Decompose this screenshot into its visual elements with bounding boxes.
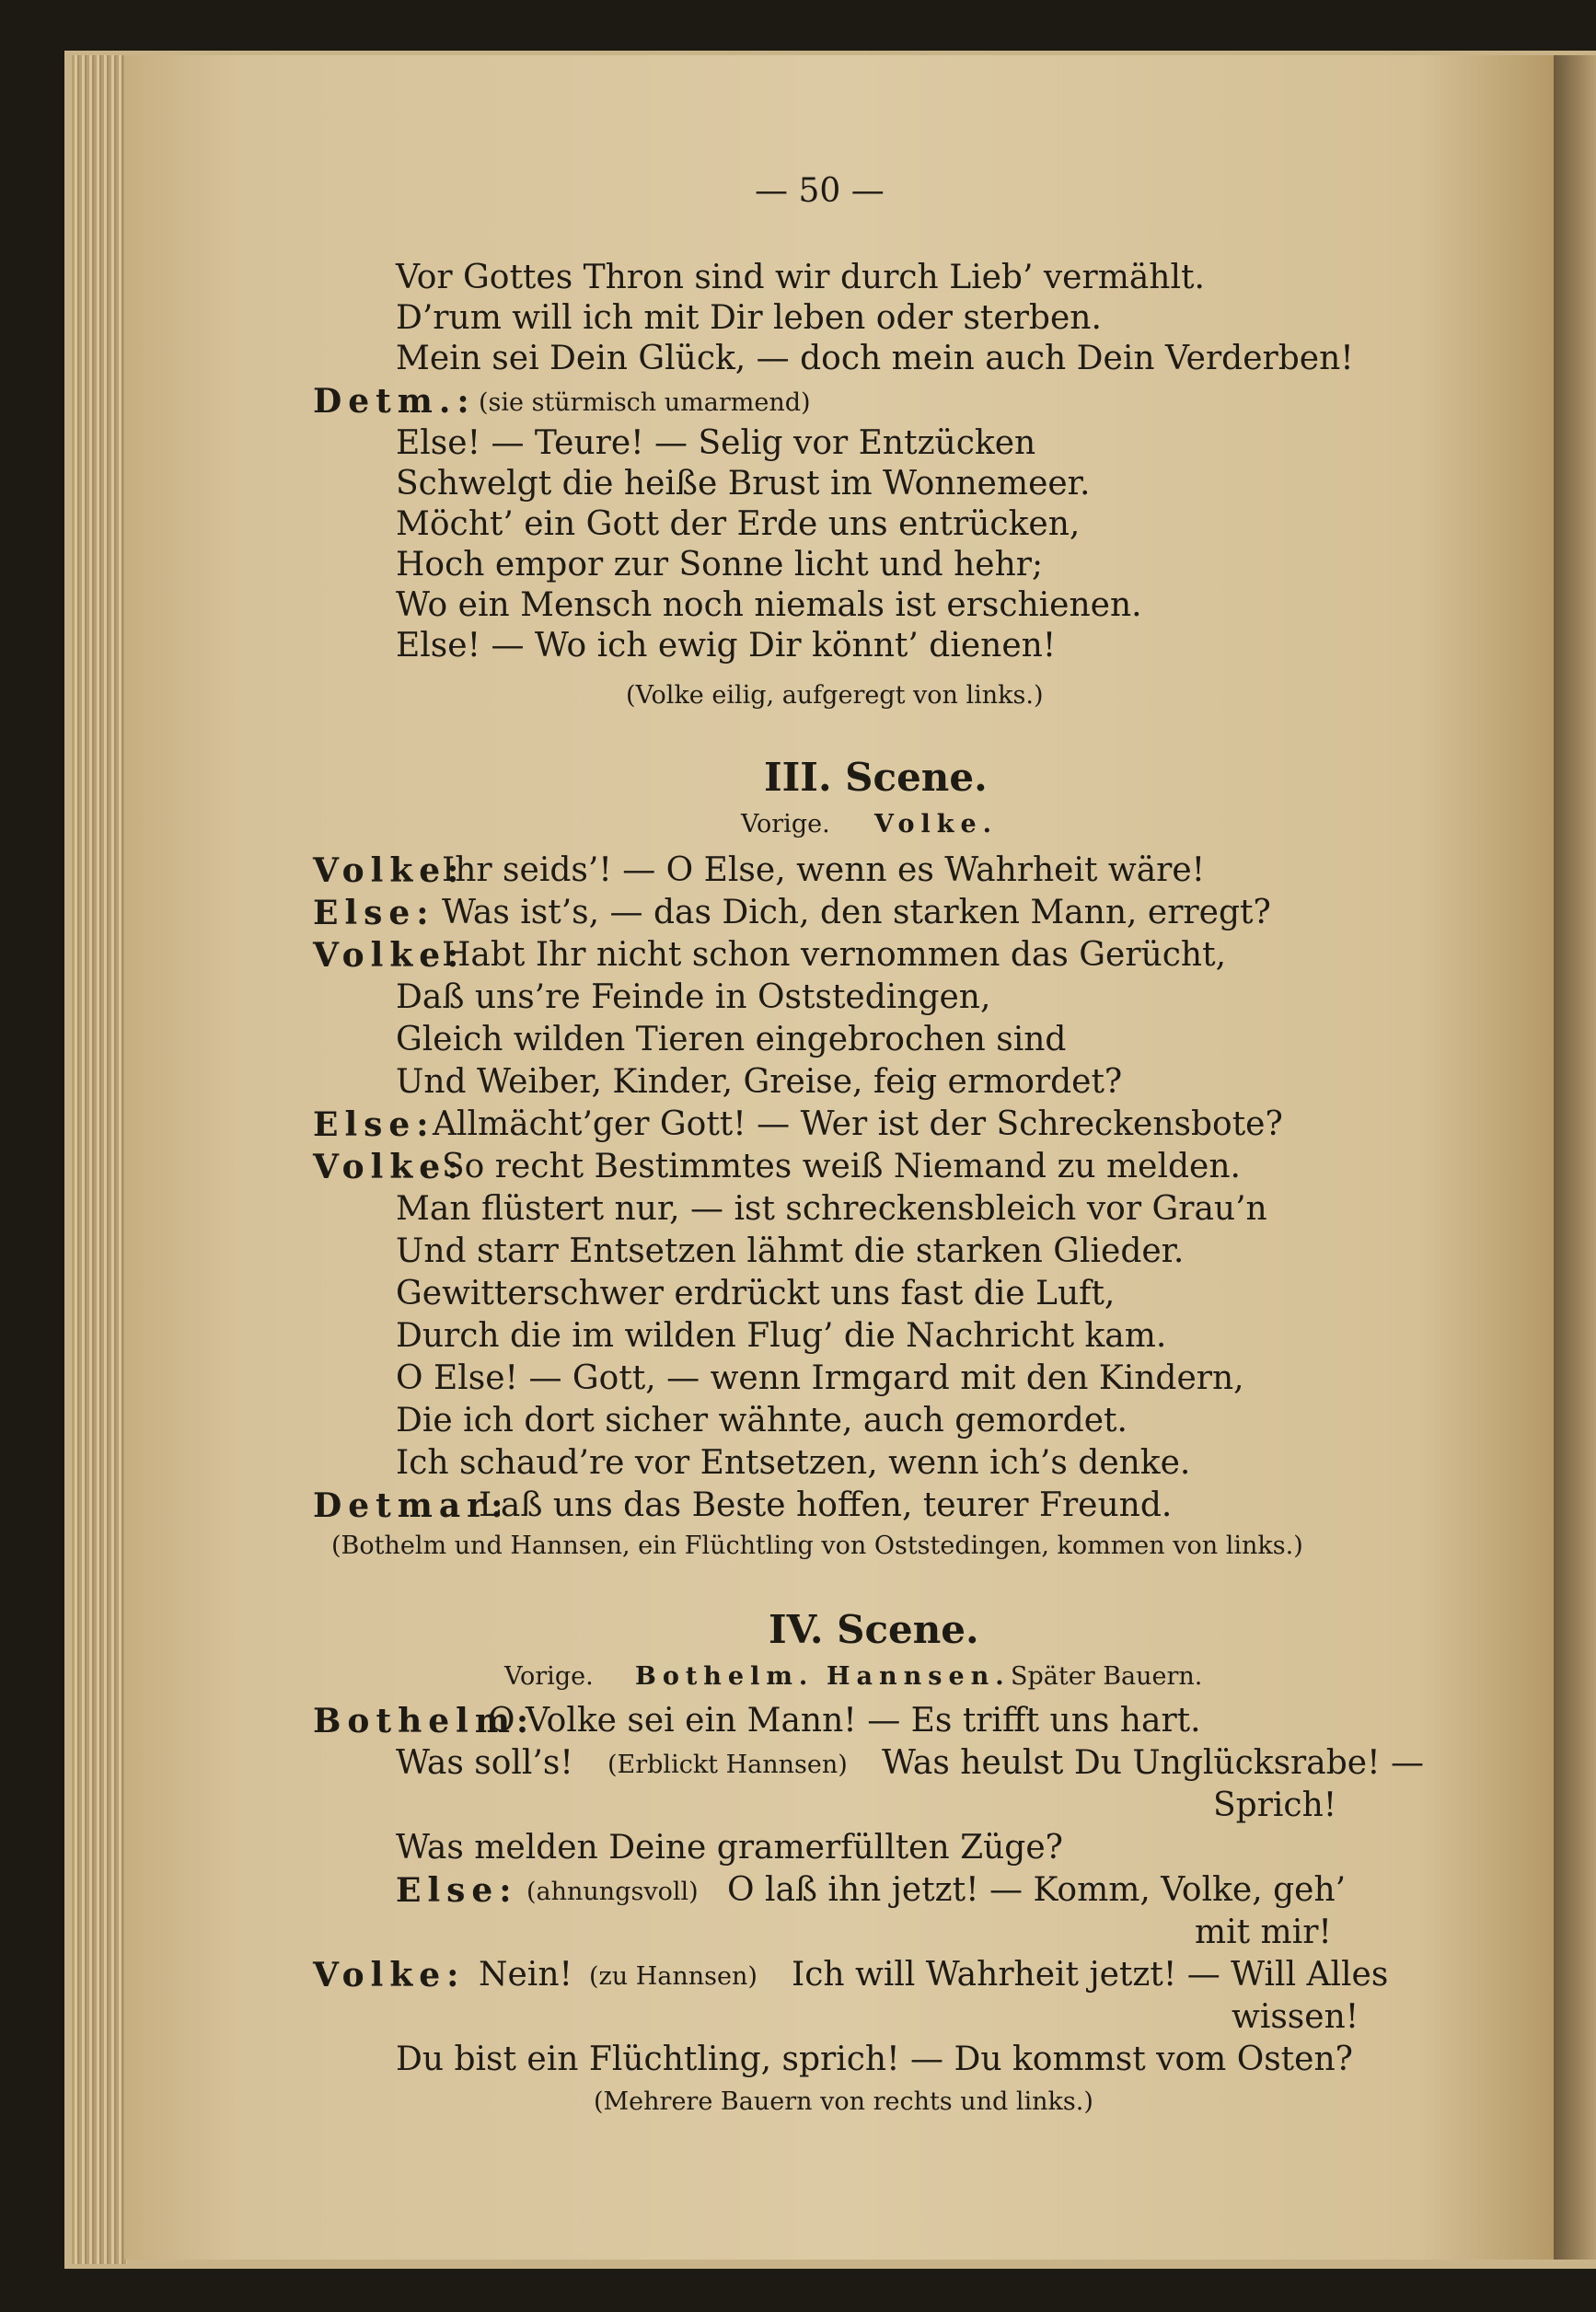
text-line: Mein sei Dein Glück, — doch mein auch Dein Verderben! (396, 340, 1354, 377)
text-line: Schwelgt die heiße Brust im Wonnemeer. (396, 465, 1091, 503)
text-line: Nein! (479, 1956, 572, 1994)
speaker-name: Detmar: (313, 1486, 510, 1525)
scene-cast: Vorige. (741, 810, 830, 838)
text-line: So recht Bestimmtes weiß Niemand zu melden. (442, 1148, 1241, 1185)
text-line: Möcht’ ein Gott der Erde uns entrücken, (396, 505, 1081, 543)
text-line: mit mir! (1195, 1913, 1332, 1951)
scene-cast: Vorige. (504, 1662, 594, 1691)
text-line: Hoch empor zur Sonne licht und hehr; (396, 546, 1044, 584)
scene-heading: III. Scene. (764, 755, 988, 800)
text-line: Ich schaud’re vor Entsetzen, wenn ich’s denke. (396, 1444, 1191, 1482)
text-line: Du bist ein Flüchtling, sprich! — Du kommst vom Osten? (396, 2040, 1353, 2078)
stage-direction: (ahnungsvoll) (526, 1878, 699, 1906)
text-line: Sprich! (1213, 1786, 1337, 1824)
speaker-name: Detm.: (313, 382, 476, 421)
speaker-name: Volke: (313, 851, 466, 890)
text-line: O Else! — Gott, — wenn Irmgard mit den Kindern, (396, 1359, 1244, 1397)
text-line: Else! — Wo ich ewig Dir könnt’ dienen! (396, 627, 1057, 665)
speaker-name: Else: (313, 894, 435, 932)
speaker-name: Bothelm: (313, 1702, 536, 1740)
stage-direction: (sie stürmisch umarmend) (479, 388, 811, 417)
text-line: Allmächt’ger Gott! — Wer ist der Schreckensbote? (433, 1105, 1283, 1143)
text-line: O Volke sei ein Mann! — Es trifft uns hart. (488, 1702, 1201, 1740)
text-line: Ihr seids’! — O Else, wenn es Wahrheit wäre! (442, 851, 1206, 889)
scene-cast: Bothelm. (635, 1662, 815, 1691)
text-line: Und Weiber, Kinder, Greise, feig ermordet? (396, 1063, 1123, 1101)
speaker-name: Volke: (313, 1956, 466, 1994)
text-line: Was heulst Du Unglücksrabe! — (882, 1744, 1424, 1782)
speaker-name: Volke: (313, 936, 466, 975)
text-line: Was ist’s, — das Dich, den starken Mann, erregt? (442, 894, 1271, 931)
text-line: Ich will Wahrheit jetzt! — Will Alles (792, 1956, 1389, 1994)
stage-direction: (Erblickt Hannsen) (607, 1751, 848, 1779)
speaker-name: Else: (313, 1105, 435, 1144)
text-line: Laß uns das Beste hoffen, teurer Freund. (479, 1486, 1173, 1524)
stage-direction: (zu Hannsen) (589, 1962, 758, 1991)
text-line: Habt Ihr nicht schon vernommen das Gerücht, (442, 936, 1227, 974)
scene-cast: Volke. (874, 810, 999, 838)
text-line: Else! — Teure! — Selig vor Entzücken (396, 424, 1036, 462)
text-line: Wo ein Mensch noch niemals ist erschienen. (396, 586, 1142, 624)
speaker-name: Else: (396, 1871, 518, 1910)
text-line: Man flüstert nur, — ist schreckensbleich vor Grau’n (396, 1190, 1267, 1228)
scene-cast: Später Bauern. (1011, 1662, 1203, 1691)
stage-direction: (Volke eilig, aufgeregt von links.) (626, 681, 1044, 710)
text-line: Daß uns’re Feinde in Oststedingen, (396, 978, 991, 1016)
text-line: Durch die im wilden Flug’ die Nachricht kam. (396, 1317, 1167, 1355)
text-line: Gewitterschwer erdrückt uns fast die Luft, (396, 1275, 1116, 1312)
text-line: D’rum will ich mit Dir leben oder sterben. (396, 299, 1102, 337)
stage-direction: (Bothelm und Hannsen, ein Flüchtling von Oststedingen, kommen von links.) (331, 1532, 1303, 1560)
scene-heading: IV. Scene. (769, 1607, 979, 1652)
text-line: Vor Gottes Thron sind wir durch Lieb’ vermählt. (396, 259, 1205, 296)
text-line: Und starr Entsetzen lähmt die starken Glieder. (396, 1232, 1185, 1270)
stage-direction: (Mehrere Bauern von rechts und links.) (594, 2087, 1093, 2116)
speaker-name: Volke: (313, 1148, 466, 1186)
text-line: O laß ihn jetzt! — Komm, Volke, geh’ (727, 1871, 1347, 1909)
page-number: — 50 — (755, 172, 885, 210)
text-line: Die ich dort sicher wähnte, auch gemordet. (396, 1402, 1128, 1439)
text-line: Was soll’s! (396, 1744, 573, 1782)
text-line: wissen! (1232, 1998, 1359, 2036)
scene-cast: Hannsen. (827, 1662, 1011, 1691)
text-line: Gleich wilden Tieren eingebrochen sind (396, 1021, 1067, 1058)
text-line: Was melden Deine gramerfüllten Züge? (396, 1829, 1063, 1867)
